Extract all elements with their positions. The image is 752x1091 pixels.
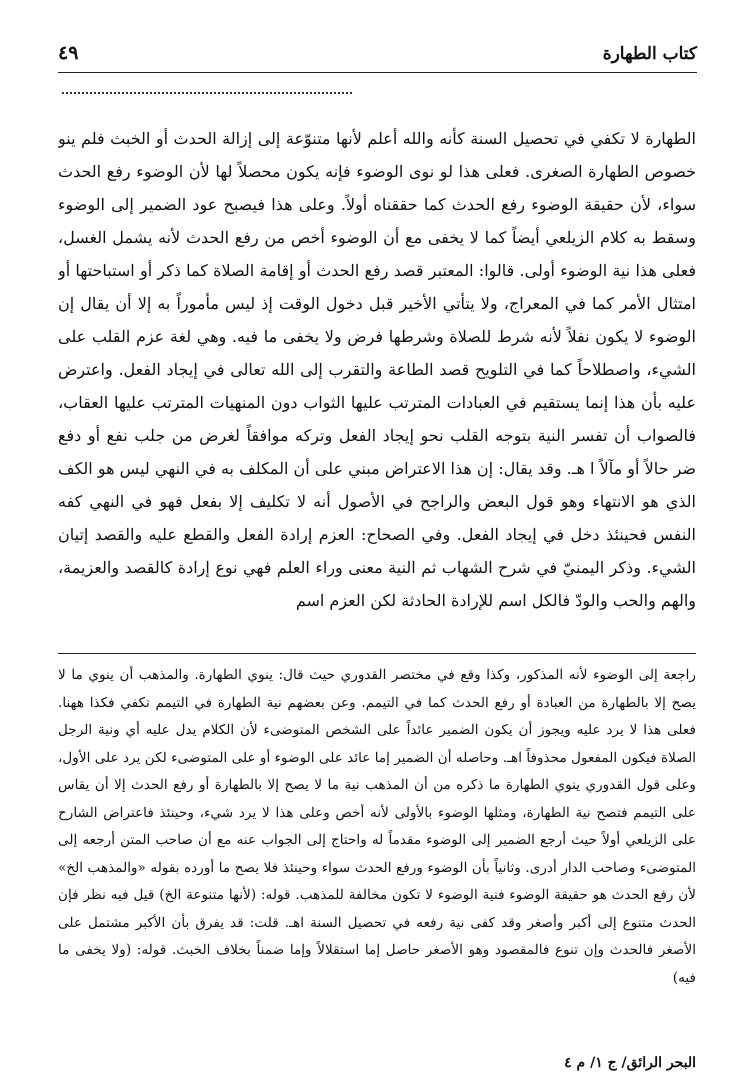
page-header — [58, 40, 697, 73]
page-footer-signature: البحر الرائق/ ج ١/ م ٤ — [564, 1055, 696, 1071]
commentary-paragraph: راجعة إلى الوضوء لأنه المذكور، وكذا وقع في مختصر القدوري حيث قال: ينوي الطهارة. والمذهب أن ينوي ما لا يصح إلا بالطهارة من العبادة أو رفع الحدث كما في التيمم. وعن بعضهم نية الطهارة في التيمم تكفي فكذا ههنا. فعلى هذا لا يرد عليه ويجوز أن يكون الضمير عائداً على الشخص المتوضىء لأن الكلام يدل عليه أي ونية الرجل الصلاة فيكون المفعول محذوفاً اهـ. وحاصله أن الضمير إما عائد على الوضوء أو على المتوضىء لكن يرد على الأول، وعلى قول القدوري ينوي الطهارة ما ذكره من أن المذهب نية ما لا يصح إلا بالطهارة أو رفع الحدث إلا أن يقاس على التيمم فتصح نية الطهارة، ومثلها الوضوء بالأولى لأنه أخص وعلى هذا لا يرد شيء، وحينئذ فاعتراض الشارح على الزيلعي أولاً حيث أرجع الضمير إلى الوضوء مقدماً له واحتاج إلى الجواب عنه مع أن صاحب المتن أرجعه إلى المتوضىء وصاحب الدار أدرى. وثانياً بأن الوضوء ورفع الحدث سواء وحينئذ فلا يصح ما أورده بقوله «والمذهب الخ» لأن رفع الحدث هو حقيقة الوضوء فنية الوضوء لا تكون مخالفة للمذهب. قوله: (لأنها متنوعة الخ) قيل فيه نظر فإن الحدث متنوع إلى أكبر وأصغر وقد كفى نية رفعه في تحصيل السنة اهـ. قلت: قد يفرق بأن الأكبر مشتمل على الأصغر فالحدث وإن تنوع فالمقصود وهو الأصغر حاصل إما استقلالاً وإما ضمناً بخلاف الخبث. قوله: (ولا يخفى ما فيه) — [58, 667, 696, 986]
page-number: ٤٩ — [58, 42, 79, 64]
main-paragraph: الطهارة لا تكفي في تحصيل السنة كأنه والله أعلم لأنها متنوّعة إلى إزالة الحدث أو الخبث فلم ينو خصوص الطهارة الصغرى. فعلى هذا لو نوى الوضوء فإنه يكون محصلاً لها لأن الوضوء رفع الحدث سواء، لأن حقيقة الوضوء رفع الحدث كما حققناه أولاً. وعلى هذا فيصبح عود الضمير إلى الوضوء وسقط به كلام الزيلعي أيضاً كما لا يخفى مع أن الوضوء أخص من رفع الحدث لأنه يشمل الغسل، فعلى هذا نية الوضوء أولى. قالوا: المعتبر قصد رفع الحدث أو إقامة الصلاة كما ذكر أو استباحتها أو امتثال الأمر كما في المعراج، ولا يتأتي الأخير قبل دخول الوقت إذ ليس مأموراً به إلا أن يقال إن الوضوء لا يكون نفلاً لأنه شرط للصلاة وشرطها فرض ولا يخفى ما فيه. وهي لغة عزم القلب على الشيء، واصطلاحاً كما في التلويح قصد الطاعة والتقرب إلى الله تعالى في إيجاد الفعل. واعترض عليه بأن هذا إنما يستقيم في العبادات المترتب عليها الثواب دون المنهيات المترتب عليها العقاب، فالصواب أن تفسر النية بتوجه القلب نحو إيجاد الفعل وتركه موافقاً لغرض من جلب نفع أو دفع ضر حالاً أو مآلاً ا هـ. وقد يقال: إن هذا الاعتراض مبني على أن المكلف به في النهي ليس هو الكف الذي هو الانتهاء وهو قول البعض والراجح في الأصول أنه لا تكليف إلا بفعل فهو في النهي كفه النفس فحينئذ دخل في إيجاد الفعل. وفي الصحاح: العزم إرادة الفعل والقطع عليه والقصد إتيان الشيء. وذكر اليمنيّ في شرح الشهاب ثم النية معنى وراء العلم فهي نوع إرادة كالقصد والعزيمة، والهم والحب والودّ فالكل اسم للإرادة الحادثة لكن العزم اسم — [58, 129, 696, 610]
dotted-rule — [62, 92, 352, 94]
running-title: كتاب الطهارة — [602, 44, 697, 64]
main-text-block — [58, 122, 696, 642]
commentary-block — [58, 662, 696, 1048]
footnote-divider — [58, 653, 696, 654]
